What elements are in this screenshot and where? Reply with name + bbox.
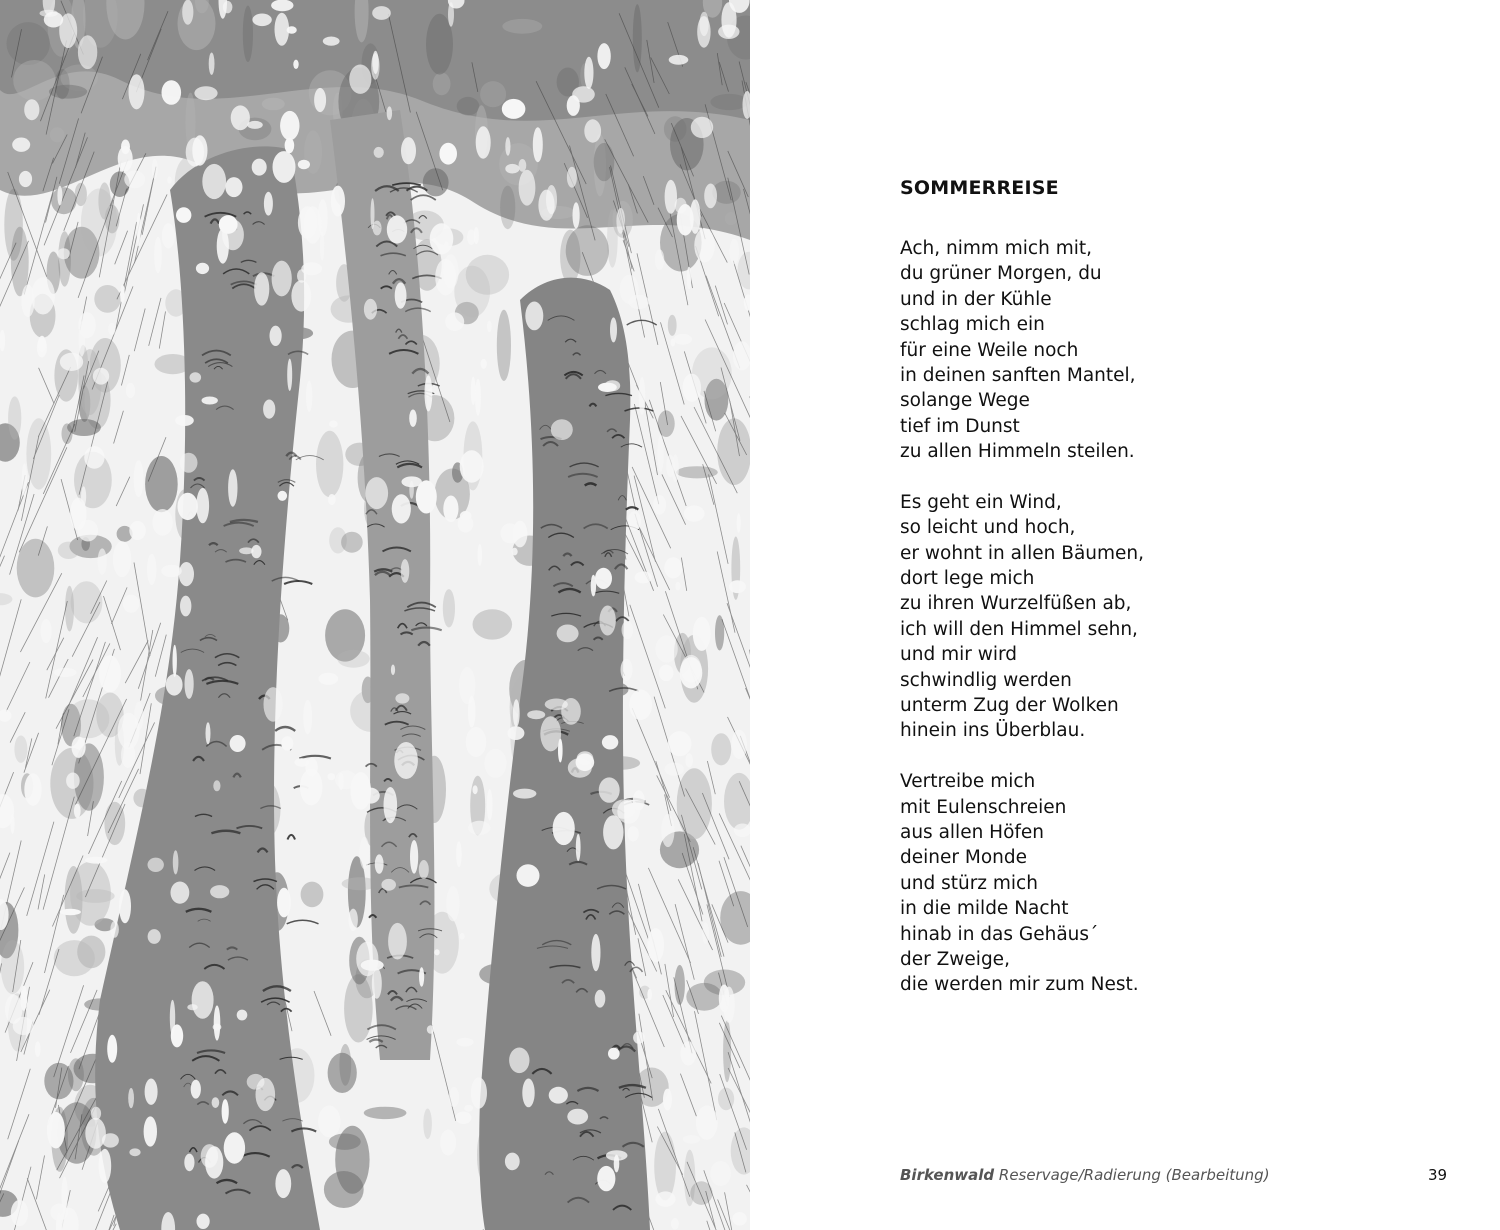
poem-body	[900, 236, 1360, 1023]
poem-stanza	[900, 769, 1360, 998]
poem-line: zu allen Himmeln steilen.	[900, 441, 1135, 463]
poem-line: der Zweige,	[900, 948, 1010, 970]
poem-line: Vertreibe mich	[900, 771, 1036, 793]
poem-line: hinein ins Überblau.	[900, 720, 1086, 742]
poem-line: du grüner Morgen, du	[900, 263, 1102, 285]
poem-line: aus allen Höfen	[900, 821, 1045, 843]
text-page	[750, 0, 1500, 1230]
page-number: 39	[1428, 1166, 1448, 1184]
poem-title: SOMMERREISE	[900, 177, 1059, 199]
caption-technique: Reservage/Radierung (Bearbeitung)	[998, 1166, 1270, 1184]
poem-line: hinab in das Gehäus´	[900, 923, 1099, 945]
poem-line: für eine Weile noch	[900, 339, 1079, 361]
poem-line: in deinen sanften Mantel,	[900, 364, 1136, 386]
poem-line: solange Wege	[900, 390, 1030, 412]
poem-line: schwindlig werden	[900, 669, 1072, 691]
poem-line: Ach, nimm mich mit,	[900, 238, 1093, 259]
caption-title: Birkenwald	[900, 1166, 995, 1184]
poem-line: tief im Dunst	[900, 415, 1020, 437]
poem-line: Es geht ein Wind,	[900, 491, 1062, 513]
poem-line: zu ihren Wurzelfüßen ab,	[900, 593, 1132, 615]
poem-line: in die milde Nacht	[900, 898, 1069, 920]
poem-line: deiner Monde	[900, 847, 1027, 869]
poem-line: so leicht und hoch,	[900, 517, 1076, 539]
poem-stanza	[900, 236, 1360, 465]
poem-line: dort lege mich	[900, 568, 1035, 590]
poem-line: und stürz mich	[900, 872, 1038, 894]
poem-line: ich will den Himmel sehn,	[900, 618, 1138, 640]
poem-line: die werden mir zum Nest.	[900, 974, 1139, 996]
poem-line: er wohnt in allen Bäumen,	[900, 542, 1145, 564]
poem-line: und in der Kühle	[900, 288, 1052, 310]
poem-line: und mir wird	[900, 644, 1018, 666]
poem-line: mit Eulenschreien	[900, 796, 1067, 818]
poem-line: schlag mich ein	[900, 314, 1045, 336]
poem-line: unterm Zug der Wolken	[900, 695, 1119, 717]
illustration-caption	[900, 1166, 1270, 1184]
poem-stanza	[900, 490, 1360, 744]
